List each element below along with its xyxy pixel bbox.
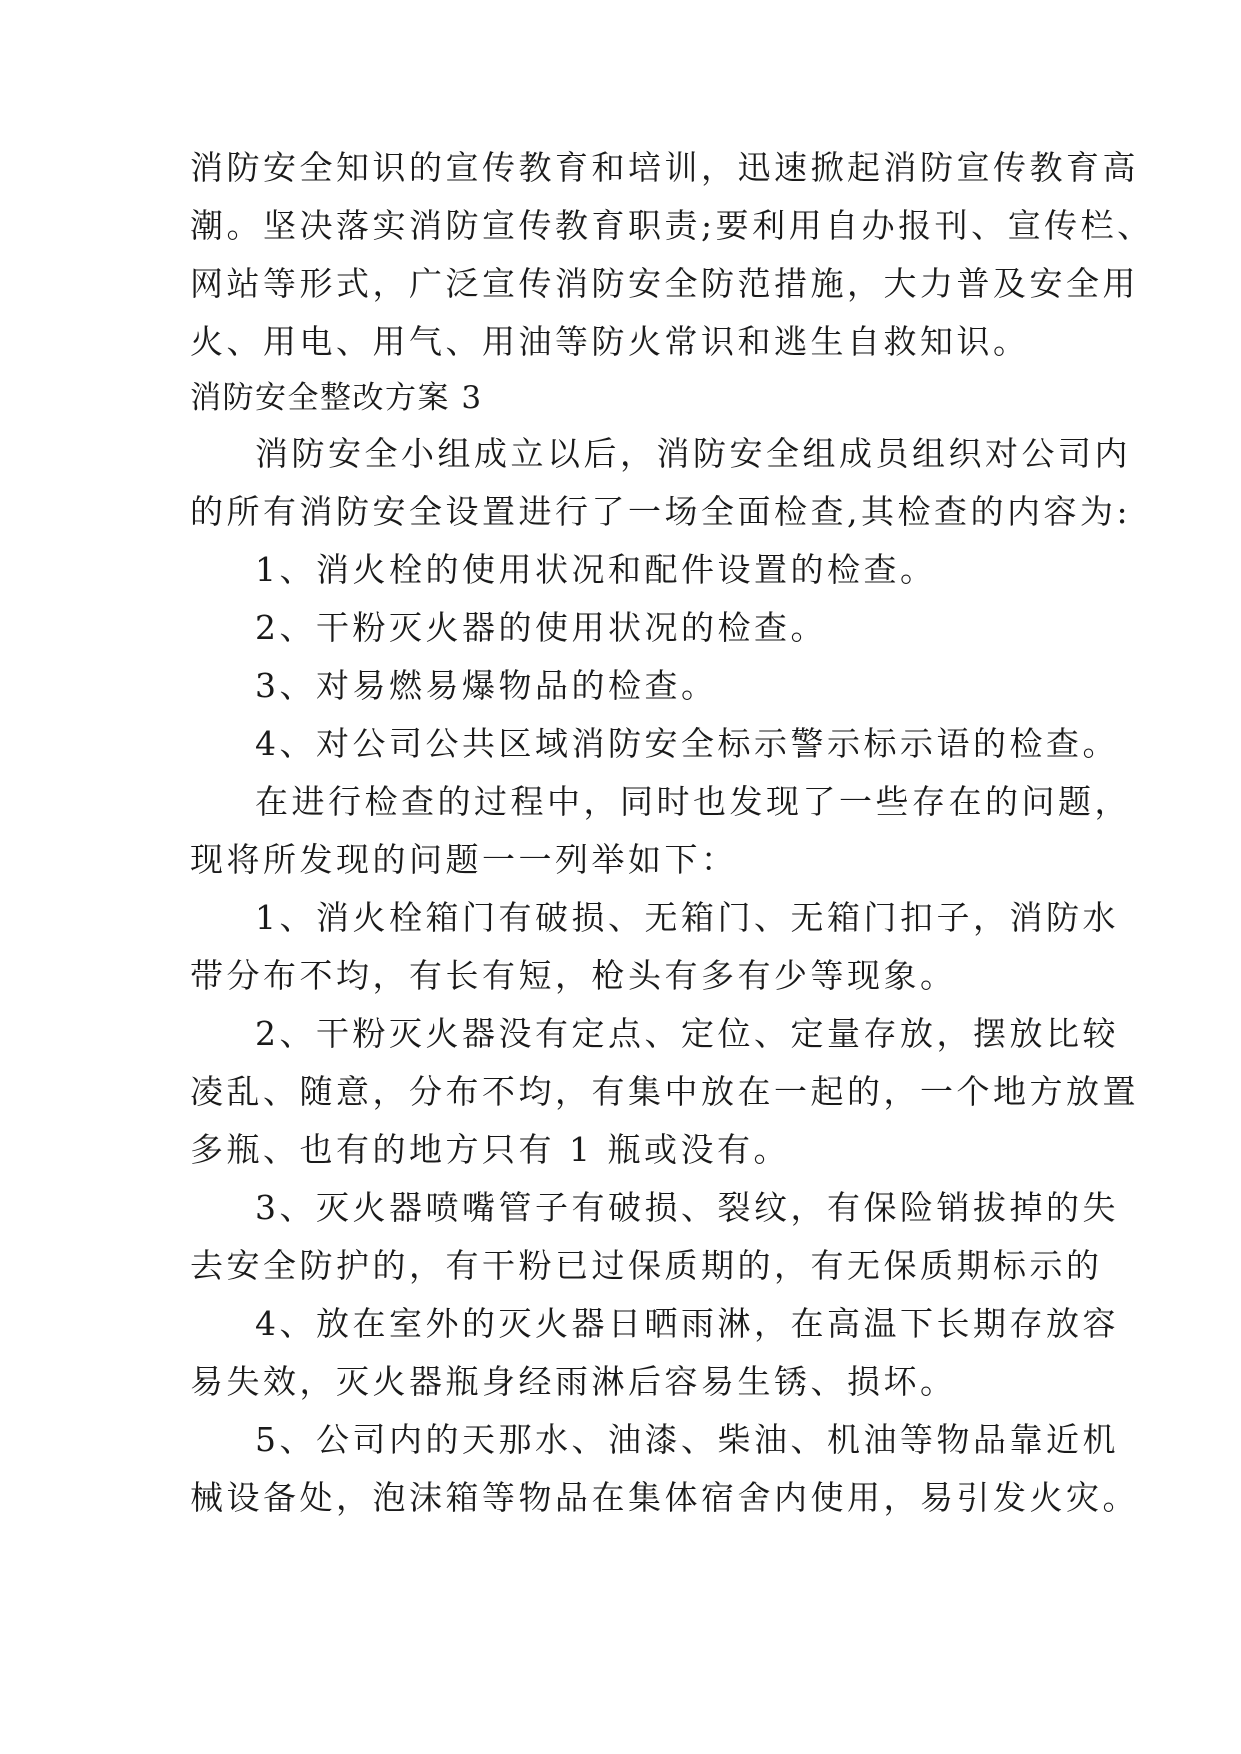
list-item: 5、公司内的天那水、油漆、柴油、机油等物品靠近机: [255, 1420, 1119, 1459]
list-item: 3、灭火器喷嘴管子有破损、裂纹，有保险销拔掉的失: [255, 1188, 1119, 1227]
list-item: 4、放在室外的灭火器日晒雨淋，在高温下长期存放容: [255, 1304, 1119, 1343]
list-item: 1、消火栓的使用状况和配件设置的检查。: [255, 550, 937, 589]
paragraph-line: 的所有消防安全设置进行了一场全面检查,其检查的内容为:: [190, 492, 1132, 531]
paragraph-line: 带分布不均，有长有短，枪头有多有少等现象。: [190, 956, 957, 995]
list-item: 4、对公司公共区域消防安全标示警示标示语的检查。: [255, 724, 1119, 763]
paragraph-line: 易失效，灭火器瓶身经雨淋后容易生锈、损坏。: [190, 1362, 957, 1401]
paragraph-line: 多瓶、也有的地方只有 1 瓶或没有。: [190, 1130, 790, 1169]
paragraph-line: 去安全防护的，有干粉已过保质期的，有无保质期标示的: [190, 1246, 1103, 1285]
list-item: 2、干粉灭火器没有定点、定位、定量存放，摆放比较: [255, 1014, 1119, 1053]
paragraph-line: 械设备处，泡沫箱等物品在集体宿舍内使用，易引发火灾。: [190, 1478, 1139, 1517]
paragraph-line: 消防安全小组成立以后，消防安全组成员组织对公司内: [255, 434, 1131, 473]
paragraph-line: 凌乱、随意，分布不均，有集中放在一起的，一个地方放置: [190, 1072, 1139, 1111]
paragraph-line: 潮。坚决落实消防宣传教育职责;要利用自办报刊、宣传栏、: [190, 206, 1154, 245]
paragraph-line: 火、用电、用气、用油等防火常识和逃生自救知识。: [190, 322, 1030, 361]
paragraph-line: 消防安全知识的宣传教育和培训，迅速掀起消防宣传教育高: [190, 148, 1139, 187]
paragraph-line: 现将所发现的问题一一列举如下：: [190, 840, 738, 879]
list-item: 3、对易燃易爆物品的检查。: [255, 666, 718, 705]
list-item: 2、干粉灭火器的使用状况的检查。: [255, 608, 827, 647]
paragraph-line: 网站等形式，广泛宣传消防安全防范措施，大力普及安全用: [190, 264, 1139, 303]
paragraph-line: 在进行检查的过程中，同时也发现了一些存在的问题，: [255, 782, 1131, 821]
list-item: 1、消火栓箱门有破损、无箱门、无箱门扣子，消防水: [255, 898, 1119, 937]
section-heading: 消防安全整改方案 3: [190, 380, 483, 416]
